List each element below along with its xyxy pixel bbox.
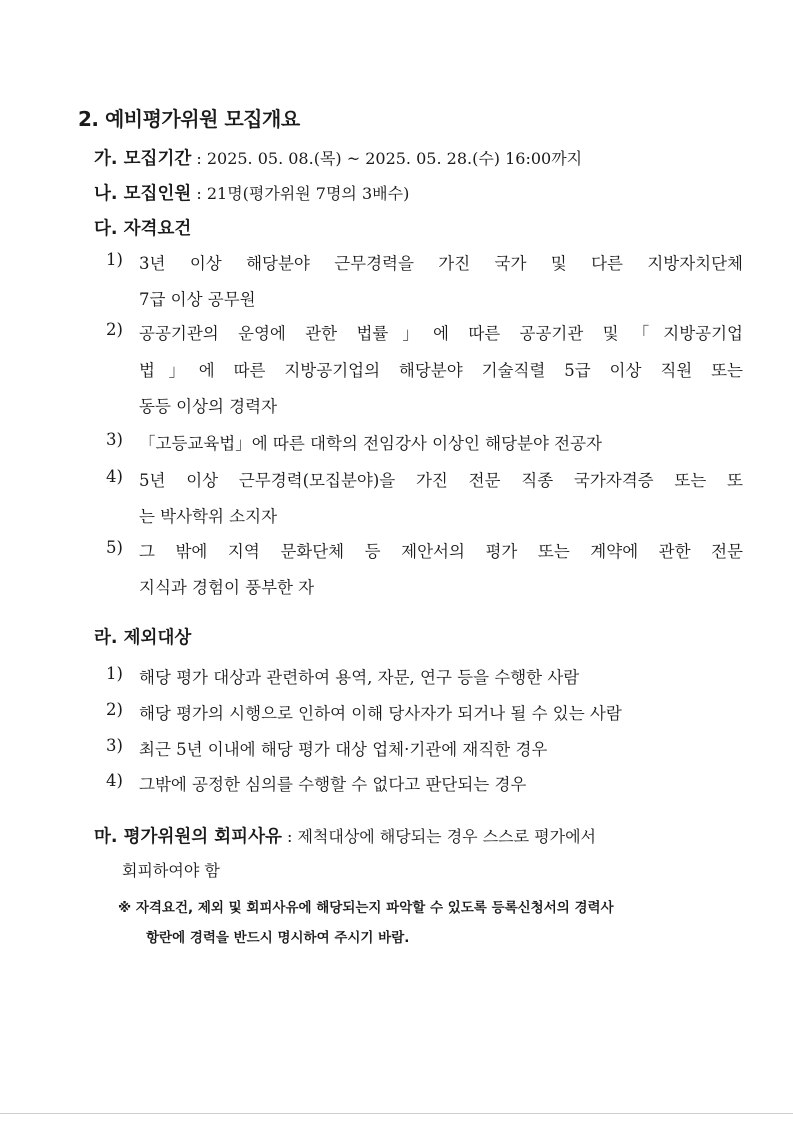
avoidance-continuation — [122, 858, 220, 881]
item-number: 3) — [106, 736, 123, 755]
item-line: 법」에 따른 지방공기업의 해당분야 기술직렬 5급 이상 직원 또는 — [139, 361, 743, 380]
count-value: : 21명(평가위원 7명의 3배수) — [191, 184, 410, 203]
period-value: : 2025. 05. 08.(목) ~ 2025. 05. 28.(수) 16:00까지 — [191, 149, 583, 168]
exclusions-title: 라. 제외대상 — [94, 628, 192, 648]
item-line: 동등 이상의 경력자 — [139, 397, 278, 416]
item-number: 2) — [106, 700, 123, 719]
item-number: 1) — [106, 664, 123, 683]
period-label: 가. 모집기간 — [94, 149, 192, 169]
avoidance-label: 마. 평가위원의 회피사유 — [94, 827, 282, 847]
item-line: 5년 이상 근무경력(모집분야)을 가진 전문 직종 국가자격증 또는 또 — [139, 471, 743, 490]
item-line: 「고등교육법」에 따른 대학의 전임강사 이상인 해당분야 전공자 — [139, 434, 602, 453]
item-line: 그 밖에 지역 문화단체 등 제안서의 평가 또는 계약에 관한 전문 — [139, 542, 743, 561]
item-line: 해당 평가 대상과 관련하여 용역, 자문, 연구 등을 수행한 사람 — [139, 668, 580, 687]
note-line: ※ 자격요건, 제외 및 회피사유에 해당되는지 파악할 수 있도록 등록신청서의 경력사 — [118, 900, 614, 916]
item-number: 3) — [106, 430, 123, 449]
item-number: 5) — [106, 538, 123, 557]
item-number: 2) — [106, 320, 123, 339]
section-heading: 2. 예비평가위원 모집개요 — [78, 107, 300, 131]
item-line: 지식과 경험이 풍부한 자 — [139, 578, 315, 597]
avoidance-line: : 제척대상에 해당되는 경우 스스로 평가에서 — [281, 827, 597, 846]
count-label: 나. 모집인원 — [94, 184, 192, 204]
recruitment-period — [94, 145, 582, 170]
avoidance-line: 회피하여야 함 — [122, 861, 220, 880]
item-number: 4) — [106, 467, 123, 486]
item-number: 1) — [106, 250, 123, 269]
item-line: 7급 이상 공무원 — [139, 290, 256, 309]
item-line: 는 박사학위 소지자 — [139, 507, 278, 526]
qualifications-title: 다. 자격요건 — [94, 219, 192, 239]
item-line: 최근 5년 이내에 해당 평가 대상 업체·기관에 재직한 경우 — [139, 740, 548, 759]
item-line: 공공기관의 운영에 관한 법률」에 따른 공공기관 및「지방공기업 — [139, 324, 743, 343]
note-line: 항란에 경력을 반드시 명시하여 주시기 바람. — [146, 930, 410, 946]
item-number: 4) — [106, 771, 123, 790]
recruitment-count — [94, 180, 409, 205]
item-line: 3년 이상 해당분야 근무경력을 가진 국가 및 다른 지방자치단체 — [139, 254, 743, 273]
avoidance-reason — [94, 823, 596, 848]
page-bottom-divider — [0, 1113, 793, 1114]
item-line: 해당 평가의 시행으로 인하여 이해 당사자가 되거나 될 수 있는 사람 — [139, 704, 622, 723]
item-line: 그밖에 공정한 심의를 수행할 수 없다고 판단되는 경우 — [139, 775, 527, 794]
